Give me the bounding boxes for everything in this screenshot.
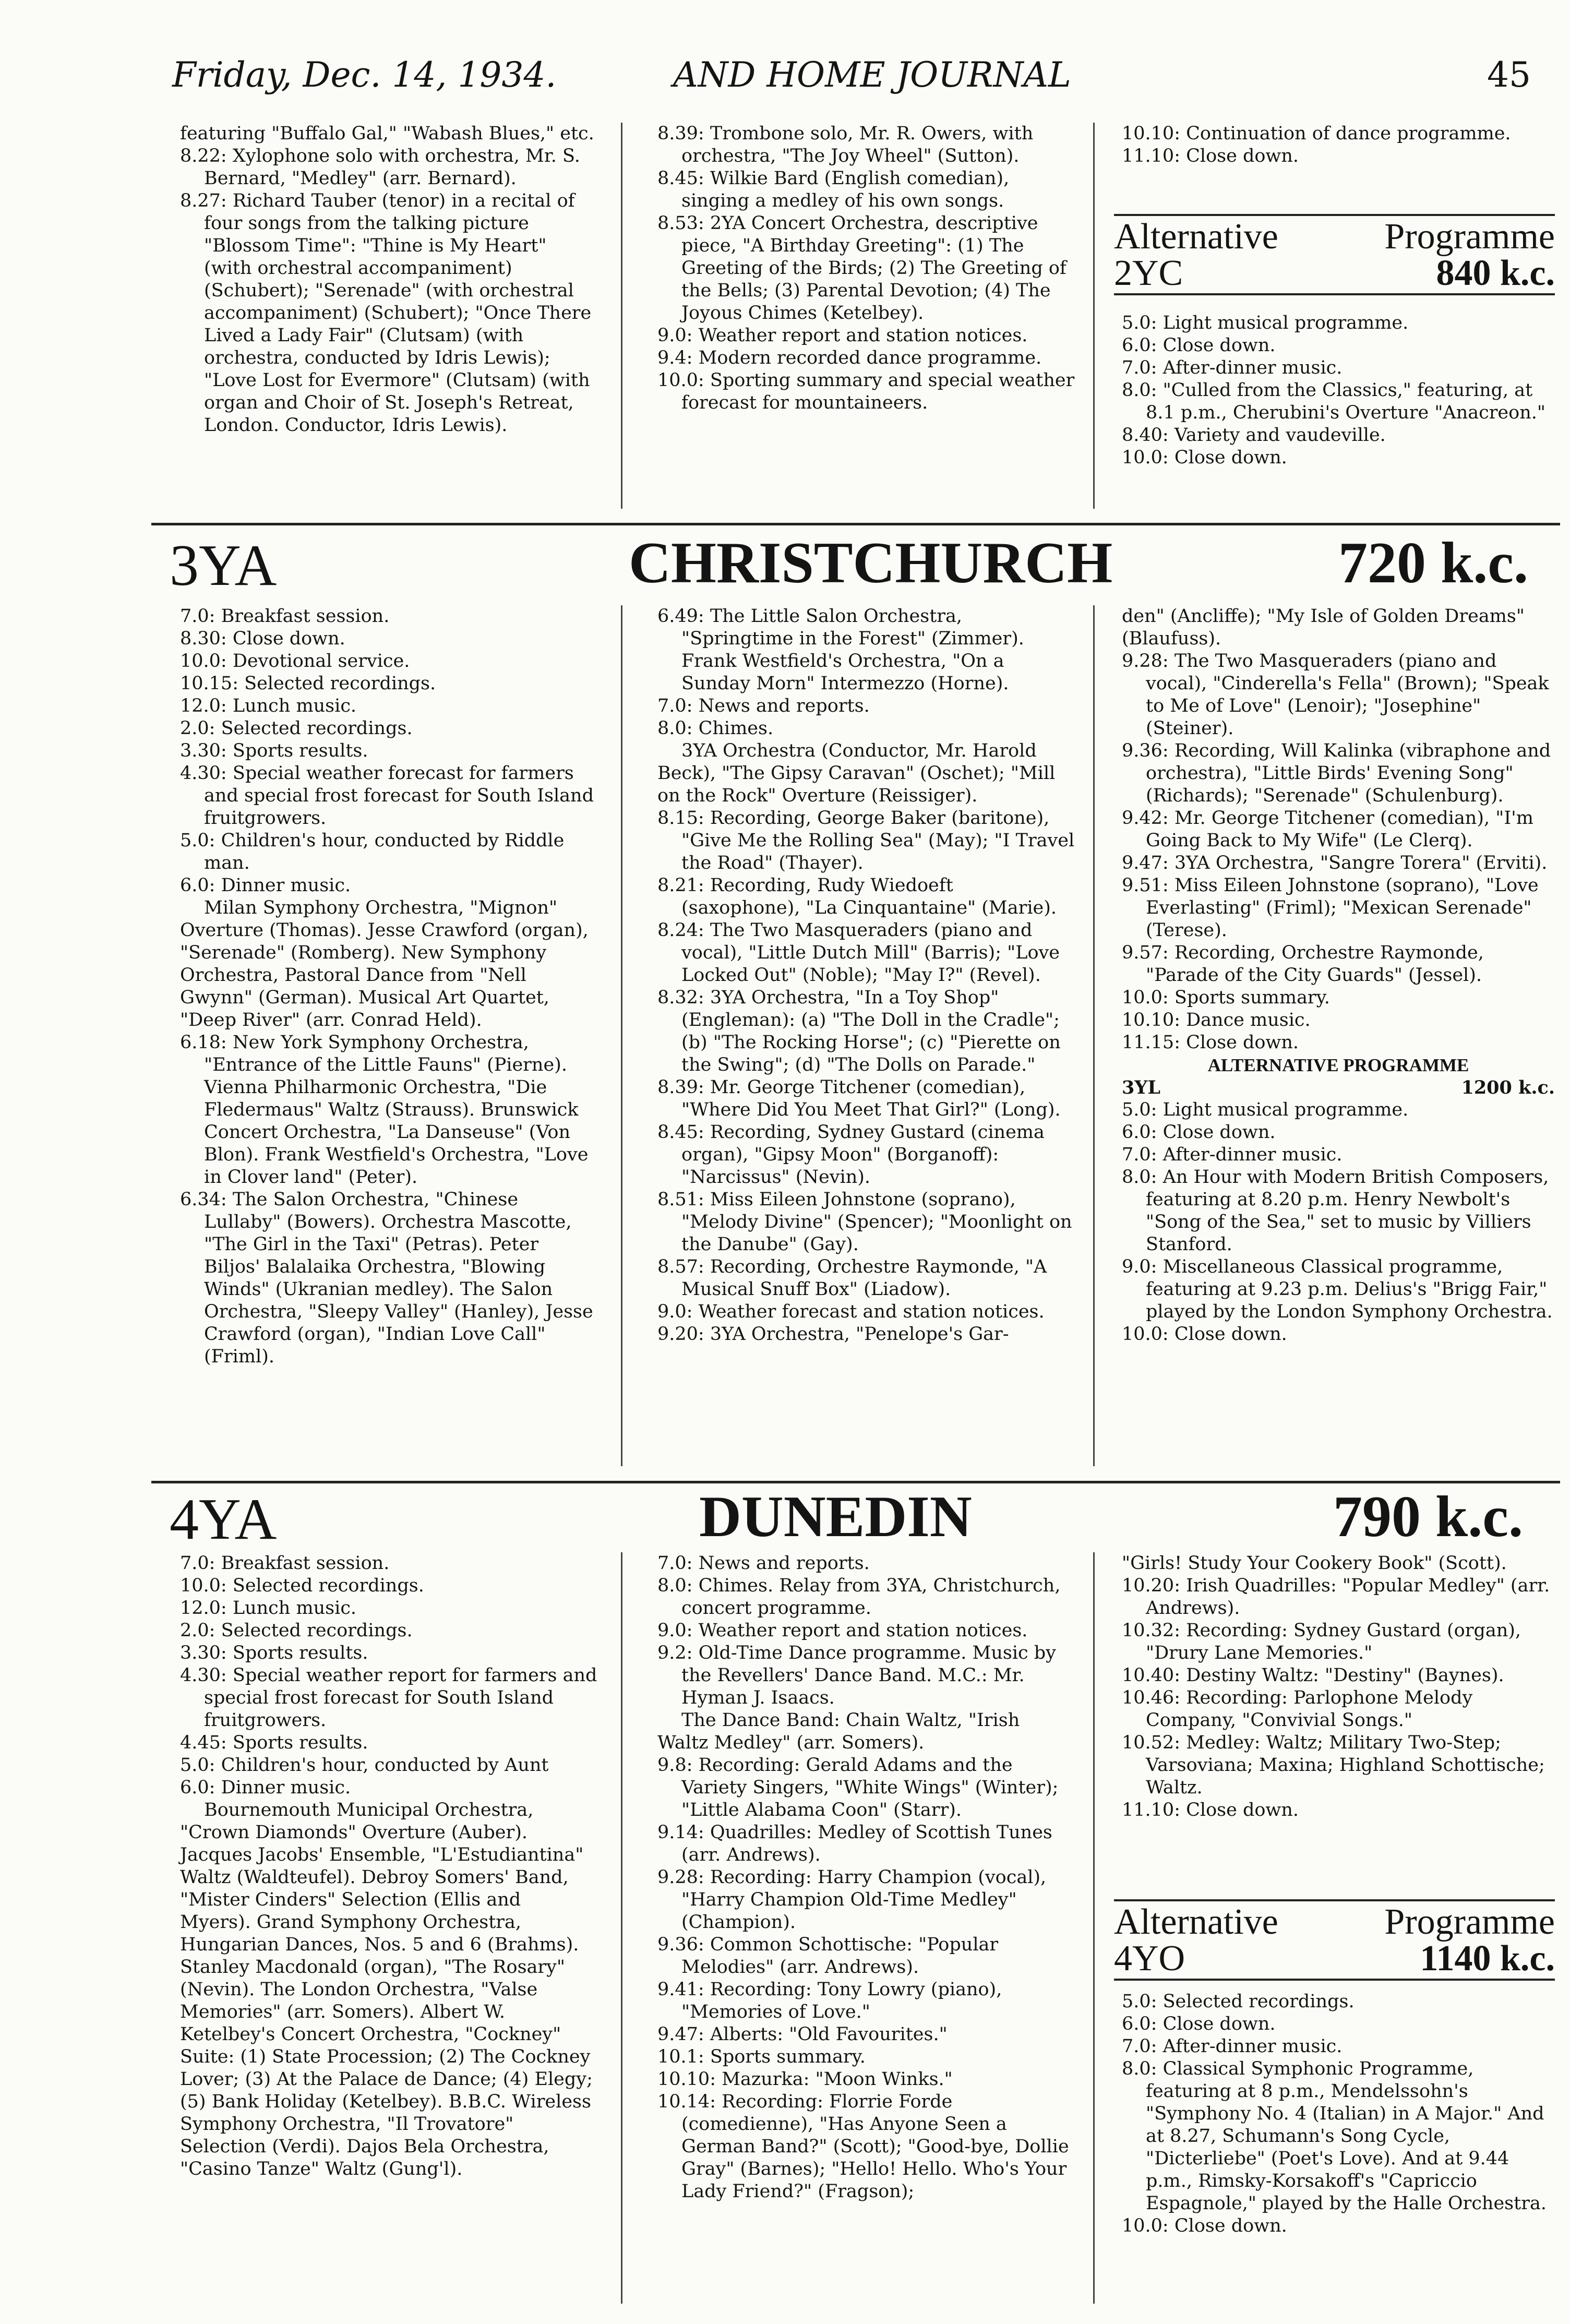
station-call-3ya: 3YA — [170, 533, 277, 598]
alt-label: Programme — [1384, 1902, 1555, 1942]
listing: 2.0: Selected recordings. — [180, 718, 413, 739]
alt-programme-2yc-box — [1114, 214, 1555, 295]
city-dunedin: DUNEDIN — [699, 1484, 972, 1549]
listing: 8.32: 3YA Orchestra, "In a Toy Shop" (Engleman): (a) "The Doll in the Cradle"; (b) "The Rocking Horse"; (c) "Pierette on the Swing"; (d) "The Dolls on Parade." — [657, 987, 1061, 1075]
listing: 9.0: Weather forecast and station notices. — [657, 1301, 1045, 1322]
listing: 10.0: Sports summary. — [1122, 987, 1330, 1008]
listing: 8.53: 2YA Concert Orchestra, descriptive piece, "A Birthday Greeting": (1) The Greeting of the Birds; (2) The Greeting of the Bells; (3) Parental Devotion; (4) The Joyous Chimes (Ketelbey). — [657, 213, 1066, 324]
listing: 9.0: Weather report and station notices. — [657, 1620, 1028, 1641]
listing: 10.15: Selected recordings. — [180, 673, 436, 694]
listing: 5.0: Children's hour, conducted by Riddle man. — [180, 830, 565, 873]
listing: featuring "Buffalo Gal," "Wabash Blues," etc. — [180, 123, 594, 144]
listing: 10.10: Dance music. — [1122, 1010, 1311, 1031]
listing: 8.0: An Hour with Modern British Composers, featuring at 8.20 p.m. Henry Newbolt's "Song of the Sea," set to music by Villiers Stanford. — [1122, 1167, 1549, 1255]
section-rule — [151, 523, 1560, 525]
listing: 6.0: Dinner music. — [180, 1777, 351, 1798]
listing: 9.14: Quadrilles: Medley of Scottish Tunes (arr. Andrews). — [657, 1822, 1052, 1865]
4ya-col-3 — [1122, 1552, 1555, 1822]
listing: 7.0: After-dinner music. — [1122, 1144, 1343, 1165]
listing: 11.15: Close down. — [1122, 1032, 1299, 1053]
listing: 9.2: Old-Time Dance programme. Music by the Revellers' Dance Band. M.C.: Mr. Hyman J. Isaacs. — [657, 1643, 1056, 1708]
listing: 9.8: Recording: Gerald Adams and the Variety Singers, "White Wings" (Winter); "Little Alabama Coon" (Starr). — [657, 1755, 1059, 1820]
listing: 9.0: Weather report and station notices. — [657, 325, 1028, 346]
listing: 8.27: Richard Tauber (tenor) in a recital of four songs from the talking picture "Blossom Time": "Thine is My Heart" (with orchestral accompaniment) (Schubert); "Serenade" (with orchestral accompaniment) (Schubert); "Once There Lived a Lady Fair" (Clutsam) (with orchestra, conducted by Idris Lewis); "Love Lost for Evermore" (Clutsam) (with organ and Choir of St. Joseph's Retreat, London. Conductor, Idris Lewis). — [180, 190, 592, 436]
alt-label: Programme — [1384, 217, 1555, 257]
listing: 11.10: Close down. — [1122, 146, 1299, 166]
alt-frequency: 1140 k.c. — [1420, 1938, 1555, 1979]
listing: den" (Ancliffe); "My Isle of Golden Dreams" (Blaufuss). — [1122, 606, 1525, 649]
listing: 9.28: Recording: Harry Champion (vocal), "Harry Champion Old-Time Medley" (Champion). — [657, 1867, 1047, 1933]
listing: 9.36: Recording, Will Kalinka (vibraphone and orchestra), "Little Birds' Evening Song" (Richards); "Serenade" (Schulenburg). — [1122, 740, 1551, 806]
listing: 6.34: The Salon Orchestra, "Chinese Lullaby" (Bowers). Orchestra Mascotte, "The Girl in the Taxi" (Petras). Peter Biljos' Balalaika Orchestra, "Blowing Winds" (Ukranian medley). The Salon Orchestra, "Sleepy Valley" (Hanley), Jesse Crawford (organ), "Indian Love Call" (Friml). — [180, 1189, 593, 1367]
listing: 5.0: Children's hour, conducted by Aunt — [180, 1755, 549, 1776]
listing: 10.20: Irish Quadrilles: "Popular Medley" (arr. Andrews). — [1122, 1575, 1550, 1619]
listing: 8.21: Recording, Rudy Wiedoeft (saxophone), "La Cinquantaine" (Marie). — [657, 875, 1057, 918]
listing: 9.36: Common Schottische: "Popular Melodies" (arr. Andrews). — [657, 1934, 999, 1978]
listing: 8.0: Classical Symphonic Programme, featuring at 8 p.m., Mendelssohn's "Symphony No. 4 (Italian) in A Major." And at 8.27, Schumann's Song Cycle, "Dicterliebe" (Poet's Love). And at 9.44 p.m., Rimsky-Korsakoff's "Capriccio Espagnole," played by the Halle Orchestra. — [1122, 2058, 1547, 2214]
listing: 8.24: The Two Masqueraders (piano and vocal), "Little Dutch Mill" (Barris); "Love Locked Out" (Noble); "May I?" (Revel). — [657, 920, 1060, 986]
listing: 8.51: Miss Eileen Johnstone (soprano), "Melody Divine" (Spencer); "Moonlight on the Danube" (Gay). — [657, 1189, 1072, 1255]
listing: 10.1: Sports summary. — [657, 2046, 866, 2067]
top-col-2 — [657, 123, 1075, 414]
top-col-1 — [180, 123, 597, 437]
alt-station: 4YO — [1114, 1938, 1185, 1979]
listing: 8.15: Recording, George Baker (baritone), "Give Me the Rolling Sea" (May); "I Travel the Road" (Thayer). — [657, 808, 1075, 873]
listing: 9.51: Miss Eileen Johnstone (soprano), "Love Everlasting" (Friml); "Mexican Serenade" (Terese). — [1122, 875, 1539, 941]
listing: 6.0: Close down. — [1122, 2014, 1276, 2034]
3ya-col-3 — [1122, 605, 1555, 1346]
listing: 9.20: 3YA Orchestra, "Penelope's Gar- — [657, 1324, 1009, 1345]
listing: 10.14: Recording: Florrie Forde (comedienne), "Has Anyone Seen a German Band?" (Scott); "Good-bye, Dollie Gray" (Barnes); "Hello! Hello. Who's Your Lady Friend?" (Fragson); — [657, 2091, 1069, 2202]
listing: 12.0: Lunch music. — [180, 696, 357, 716]
listing: 6.18: New York Symphony Orchestra, "Entrance of the Little Fauns" (Pierne). Vienna Philharmonic Orchestra, "Die Fledermaus" Waltz (Strauss). Brunswick Concert Orchestra, "La Danseuse" (Von Blon). Frank Westfield's Orchestra, "Love in Clover land" (Peter). — [180, 1032, 589, 1188]
3ya-col-1 — [180, 605, 597, 1368]
listing: 8.45: Wilkie Bard (English comedian), singing a medley of his own songs. — [657, 168, 1010, 211]
listing: 8.45: Recording, Sydney Gustard (cinema organ), "Gipsy Moon" (Borganoff): "Narcissus" (Nevin). — [657, 1122, 1045, 1188]
4ya-col-3b — [1122, 1991, 1555, 2237]
listing: 10.0: Close down. — [1122, 2215, 1287, 2236]
listing: 3YA Orchestra (Conductor, Mr. Harold Beck), "The Gipsy Caravan" (Oschet); "Mill on the Rock" Overture (Reissiger). — [657, 740, 1056, 806]
alt-label: Alternative — [1114, 217, 1278, 257]
frequency-3ya: 720 k.c. — [1338, 531, 1528, 595]
page-number: 45 — [1487, 55, 1531, 95]
listing: 10.10: Mazurka: "Moon Winks." — [657, 2069, 953, 2090]
listing: 10.0: Devotional service. — [180, 651, 410, 672]
listing: 10.10: Continuation of dance programme. — [1122, 123, 1511, 144]
alt-station-row — [1122, 1076, 1555, 1099]
listing: 4.45: Sports results. — [180, 1732, 368, 1753]
issue-date: Friday, Dec. 14, 1934. — [172, 55, 557, 95]
listing: 7.0: News and reports. — [657, 1553, 870, 1574]
listing: 10.40: Destiny Waltz: "Destiny" (Baynes). — [1122, 1665, 1504, 1686]
listing: Bournemouth Municipal Orchestra, "Crown Diamonds" Overture (Auber). Jacques Jacobs' Ensemble, "L'Estudiantina" Waltz (Waldteufel). Debroy Somers' Band, "Mister Cinders" Selection (Ellis and Myers). Grand Symphony Orchestra, Hungarian Dances, Nos. 5 and 6 (Brahms). Stanley Macdonald (organ), "The Rosary" (Nevin). The London Orchestra, "Valse Memories" (arr. Somers). Albert W. Ketelbey's Concert Orchestra, "Cockney" Suite: (1) State Procession; (2) The Cockney Lover; (3) At the Palace de Dance; (4) Elegy; (5) Bank Holiday (Ketelbey). B.B.C. Wireless Symphony Orchestra, "Il Trovatore" Selection (Verdi). Dajos Bela Orchestra, "Casino Tanze" Waltz (Gung'l). — [180, 1800, 593, 2179]
listing: 6.0: Close down. — [1122, 1122, 1276, 1143]
listing: 6.0: Close down. — [1122, 335, 1276, 356]
listing: 12.0: Lunch music. — [180, 1598, 357, 1619]
listing: 8.0: Chimes. Relay from 3YA, Christchurch, concert programme. — [657, 1575, 1061, 1619]
listing: 5.0: Light musical programme. — [1122, 313, 1409, 333]
listing: 9.47: 3YA Orchestra, "Sangre Torera" (Erviti). — [1122, 853, 1548, 873]
listing: 7.0: Breakfast session. — [180, 606, 390, 627]
listing: 9.4: Modern recorded dance programme. — [657, 348, 1042, 368]
4ya-col-1 — [180, 1552, 597, 2181]
alt-station: 3YL — [1122, 1077, 1160, 1098]
listing: 9.28: The Two Masqueraders (piano and vocal), "Cinderella's Fella" (Brown); "Speak to Me of Love" (Lenoir); "Josephine" (Steiner). — [1122, 651, 1549, 739]
column-rule — [1093, 605, 1095, 1466]
listing: 8.39: Mr. George Titchener (comedian), "Where Did You Meet That Girl?" (Long). — [657, 1077, 1061, 1120]
alt-label: Alternative — [1114, 1902, 1278, 1942]
4ya-col-2 — [657, 1552, 1075, 2203]
listing: 2.0: Selected recordings. — [180, 1620, 413, 1641]
listing: 8.0: Chimes. — [657, 718, 774, 739]
listing: 10.52: Medley: Waltz; Military Two-Step; Varsoviana; Maxina; Highland Schottische; Waltz. — [1122, 1732, 1545, 1798]
listing: 10.0: Sporting summary and special weather forecast for mountaineers. — [657, 370, 1075, 413]
listing: 8.22: Xylophone solo with orchestra, Mr. S. Bernard, "Medley" (arr. Bernard). — [180, 146, 580, 189]
listing: 4.30: Special weather forecast for farmers and special frost forecast for South Island fruitgrowers. — [180, 763, 594, 829]
listing: 10.46: Recording: Parlophone Melody Company, "Convivial Songs." — [1122, 1687, 1473, 1731]
listing: Milan Symphony Orchestra, "Mignon" Overture (Thomas). Jesse Crawford (organ), "Serenade" (Romberg). New Symphony Orchestra, Pastoral Dance from "Nell Gwynn" (German). Musical Art Quartet, "Deep River" (arr. Conrad Held). — [180, 897, 589, 1031]
listing: 8.40: Variety and vaudeville. — [1122, 425, 1386, 446]
listing: 6.0: Dinner music. — [180, 875, 351, 896]
listing: 4.30: Special weather report for farmers and special frost forecast for South Island fruitgrowers. — [180, 1665, 597, 1731]
listing: 3.30: Sports results. — [180, 1643, 368, 1663]
listing: 9.47: Alberts: "Old Favourites." — [657, 2024, 948, 2045]
listing: 10.0: Selected recordings. — [180, 1575, 424, 1596]
alt-station: 2YC — [1114, 253, 1183, 293]
column-rule — [621, 1552, 622, 2304]
listing: 6.49: The Little Salon Orchestra, "Springtime in the Forest" (Zimmer). Frank Westfield's Orchestra, "On a Sunday Morn" Intermezzo (Horne). — [657, 606, 1024, 694]
listing: 5.0: Selected recordings. — [1122, 1991, 1355, 2012]
station-call-4ya: 4YA — [170, 1487, 277, 1552]
listing: 8.0: "Culled from the Classics," featuring, at 8.1 p.m., Cherubini's Overture "Anacreon." — [1122, 380, 1545, 423]
column-rule — [621, 123, 622, 509]
listing: 7.0: After-dinner music. — [1122, 2036, 1343, 2057]
alt-frequency: 1200 k.c. — [1461, 1077, 1555, 1098]
top-col-3b — [1122, 312, 1555, 469]
listing: 8.57: Recording, Orchestre Raymonde, "A Musical Snuff Box" (Liadow). — [657, 1256, 1047, 1300]
journal-title: AND HOME JOURNAL — [673, 55, 1071, 95]
alt-frequency: 840 k.c. — [1436, 253, 1555, 293]
page-header — [172, 55, 1555, 102]
listing: 9.57: Recording, Orchestre Raymonde, "Parade of the City Guards" (Jessel). — [1122, 942, 1484, 986]
listing: 7.0: News and reports. — [657, 696, 870, 716]
listing: 10.32: Recording: Sydney Gustard (organ), "Drury Lane Memories." — [1122, 1620, 1521, 1663]
listing: 9.42: Mr. George Titchener (comedian), "I'm Going Back to My Wife" (Le Clerq). — [1122, 808, 1533, 851]
frequency-4ya: 790 k.c. — [1333, 1484, 1523, 1549]
listing: 8.39: Trombone solo, Mr. R. Owers, with orchestra, "The Joy Wheel" (Sutton). — [657, 123, 1034, 166]
column-rule — [1093, 123, 1095, 509]
listing: 11.10: Close down. — [1122, 1800, 1299, 1820]
alt-programme-title: ALTERNATIVE PROGRAMME — [1207, 1055, 1469, 1075]
listing: 10.0: Close down. — [1122, 447, 1287, 468]
city-christchurch: CHRISTCHURCH — [629, 531, 1113, 595]
top-col-3 — [1122, 123, 1555, 167]
listing: 8.30: Close down. — [180, 628, 345, 649]
listing: 10.0: Close down. — [1122, 1324, 1287, 1345]
listing: 3.30: Sports results. — [180, 740, 368, 761]
listing: 5.0: Light musical programme. — [1122, 1099, 1409, 1120]
listing: 9.41: Recording: Tony Lowry (piano), "Memories of Love." — [657, 1979, 1002, 2022]
listing: The Dance Band: Chain Waltz, "Irish Waltz Medley" (arr. Somers). — [657, 1710, 1020, 1753]
column-rule — [1093, 1552, 1095, 2304]
column-rule — [621, 605, 622, 1466]
alt-programme-4yo-box — [1114, 1899, 1555, 1981]
3ya-col-2 — [657, 605, 1075, 1346]
listing: "Girls! Study Your Cookery Book" (Scott). — [1122, 1553, 1507, 1574]
listing: 7.0: Breakfast session. — [180, 1553, 390, 1574]
listing: 7.0: After-dinner music. — [1122, 357, 1343, 378]
listing: 9.0: Miscellaneous Classical programme, featuring at 9.23 p.m. Delius's "Brigg Fair," played by the London Symphony Orchestra. — [1122, 1256, 1553, 1322]
